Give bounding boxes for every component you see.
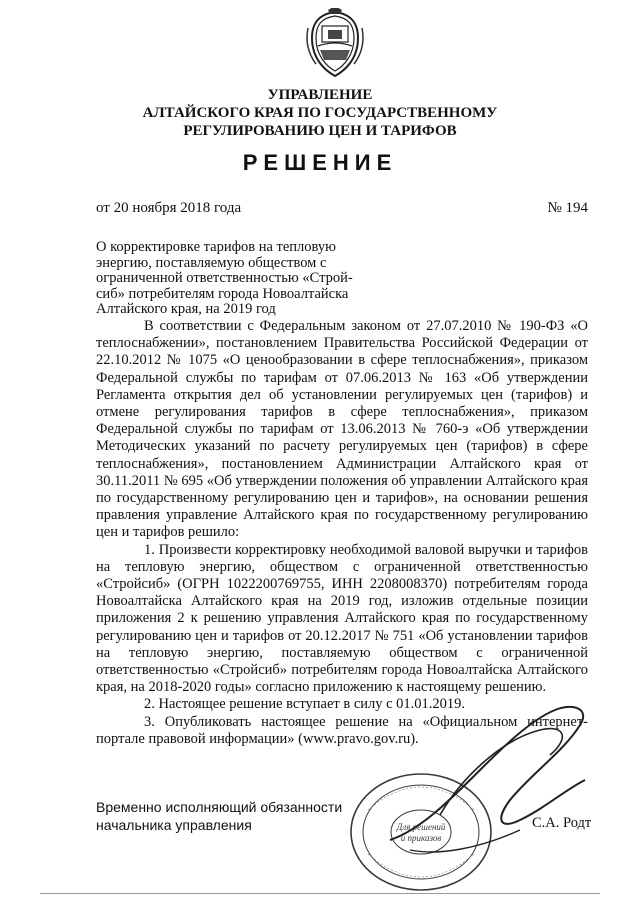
agency-line-3: РЕГУЛИРОВАНИЮ ЦЕН И ТАРИФОВ: [183, 123, 457, 139]
subject-line-3: ограниченной ответственностью «Строй-: [96, 270, 353, 286]
document-number: № 194: [547, 200, 588, 216]
signatory-position: [96, 798, 342, 834]
signatory-name: С.А. Родт: [532, 815, 592, 831]
subject-line-2: энергию, поставляемую обществом с: [96, 254, 327, 271]
item-1-paragraph: 1. Произвести корректировку необходимой валовой выручки и тарифов на тепловую энергию, обществом с ограниченной ответственностью «Стройсиб» (ОГРН 1022200769755, ИНН 2208008370) потребителям города Новоалтайска Алтайского края на 2019 год, изложив отдельные позиции приложения 2 к решению управления Алтайского края по государственному регулированию цен и тарифов от 20.12.2017 № 751 «Об установлении тарифов на тепловую энергию, поставляемую обществом с ограниченной ответственностью «Стройсиб» потребителям города Новоалтайска Алтайского края, на 2018-2020 годы» согласно приложению к настоящему решению.: [96, 541, 588, 696]
item-2-paragraph: 2. Настоящее решение вступает в силу с 01.01.2019.: [144, 696, 466, 713]
item-3-paragraph: 3. Опубликовать настоящее решение на «Официальном интернет-портале правовой информации» (www.pravo.gov.ru).: [96, 713, 588, 747]
subject-line-4: сиб» потребителям города Новоалтайска: [96, 285, 349, 302]
preamble-paragraph: В соответствии с Федеральным законом от 27.07.2010 № 190-ФЗ «О теплоснабжении», постановлением Правительства Российской Федерации от 22.10.2012 № 1075 «О ценообразовании в сфере теплоснабжения», приказом Федеральной службы по тарифам от 07.06.2013 № 163 «Об утверждении Регламента открытия дел об установлении регулируемых цен (тарифов) и отмене регулирования тарифов в сфере теплоснабжения», приказом Федеральной службы по тарифам от 13.06.2013 № 760-э «Об утверждении Методических указаний по расчету регулируемых цен (тарифов) в сфере теплоснабжения», постановлением Администрации Алтайского края от 30.11.2011 № 695 «Об утверждении положения об управлении Алтайского края по государственному регулированию цен и тарифов», на основании решения правления управление Алтайского края по государственному регулированию цен и тарифов решило:: [96, 318, 588, 541]
document-title: РЕШЕНИЕ: [242, 150, 398, 175]
footer-divider: [40, 893, 600, 894]
subject-line-1: О корректировке тарифов на тепловую: [96, 239, 336, 255]
handwritten-signature-icon: [380, 680, 600, 880]
coat-of-arms-icon: [302, 8, 368, 80]
position-line-2: начальника управления: [96, 817, 252, 833]
svg-text:и приказов: и приказов: [400, 833, 442, 843]
svg-text:Для решений: Для решений: [396, 822, 446, 832]
subject-line-5: Алтайского края, на 2019 год: [96, 301, 276, 317]
agency-line-1: УПРАВЛЕНИЕ: [267, 87, 373, 103]
position-line-1: Временно исполняющий обязанности: [96, 799, 343, 815]
document-date: от 20 ноября 2018 года: [96, 200, 242, 216]
document-subject: [96, 240, 362, 318]
agency-line-2: АЛТАЙСКОГО КРАЯ ПО ГОСУДАРСТВЕННОМУ: [142, 105, 498, 121]
agency-name: [0, 86, 640, 140]
